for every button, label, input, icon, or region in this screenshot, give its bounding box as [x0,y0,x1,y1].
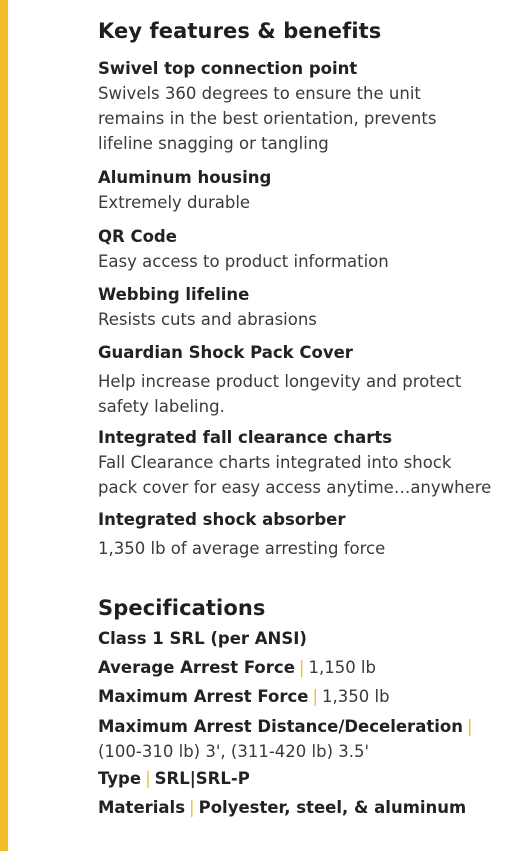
spec-label: Average Arrest Force [98,658,295,677]
feature-title: Integrated fall clearance charts [98,428,393,447]
spec-separator: | [189,798,195,817]
spec-maximum-arrest-distance [98,714,522,764]
spec-label: Type [98,769,142,788]
feature-item [98,508,522,561]
feature-description: Extremely durable [98,193,251,212]
specifications-heading: Specifications [98,596,266,620]
spec-separator: | [298,658,305,677]
feature-description: Easy access to product information [98,252,389,271]
feature-item [98,57,522,156]
feature-title: Aluminum housing [98,168,272,187]
feature-title: QR Code [98,227,177,246]
spec-value: Polyester, steel, & aluminum [198,798,467,817]
spec-label: Maximum Arrest Distance/Deceleration [98,717,463,736]
feature-item [98,225,522,274]
feature-title: Integrated shock absorber [98,510,346,529]
feature-item [98,426,522,500]
spec-separator: | [312,687,319,706]
spec-separator: | [466,717,473,736]
feature-description: 1,350 lb of average arresting force [98,539,386,558]
feature-description: Fall Clearance charts integrated into shock pack cover for easy access anytime…anywhere [98,453,492,497]
spec-value: 1,350 lb [322,687,390,706]
spec-label: Materials [98,798,186,817]
feature-title: Guardian Shock Pack Cover [98,343,353,362]
feature-title: Swivel top connection point [98,59,358,78]
spec-value: SRL|SRL-P [154,769,250,788]
feature-item [98,283,522,332]
spec-label: Maximum Arrest Force [98,687,309,706]
spec-value: (100-310 lb) 3', (311-420 lb) 3.5' [98,742,370,761]
accent-bar [0,0,8,851]
spec-materials [98,793,522,822]
spec-class [98,624,522,653]
features-heading: Key features & benefits [98,19,382,43]
spec-class-label: Class 1 SRL (per ANSI) [98,629,307,648]
spec-maximum-arrest-force [98,682,522,711]
product-details [98,16,522,822]
feature-description: Help increase product longevity and protect safety labeling. [98,372,462,416]
spec-average-arrest-force [98,653,522,682]
feature-item [98,166,522,215]
spec-separator: | [145,769,151,788]
spec-type [98,764,522,793]
feature-description: Resists cuts and abrasions [98,310,317,329]
spec-value: 1,150 lb [308,658,376,677]
feature-title: Webbing lifeline [98,285,250,304]
feature-description: Swivels 360 degrees to ensure the unit remains in the best orientation, prevents lifeline snagging or tangling [98,84,437,153]
feature-item [98,341,522,419]
